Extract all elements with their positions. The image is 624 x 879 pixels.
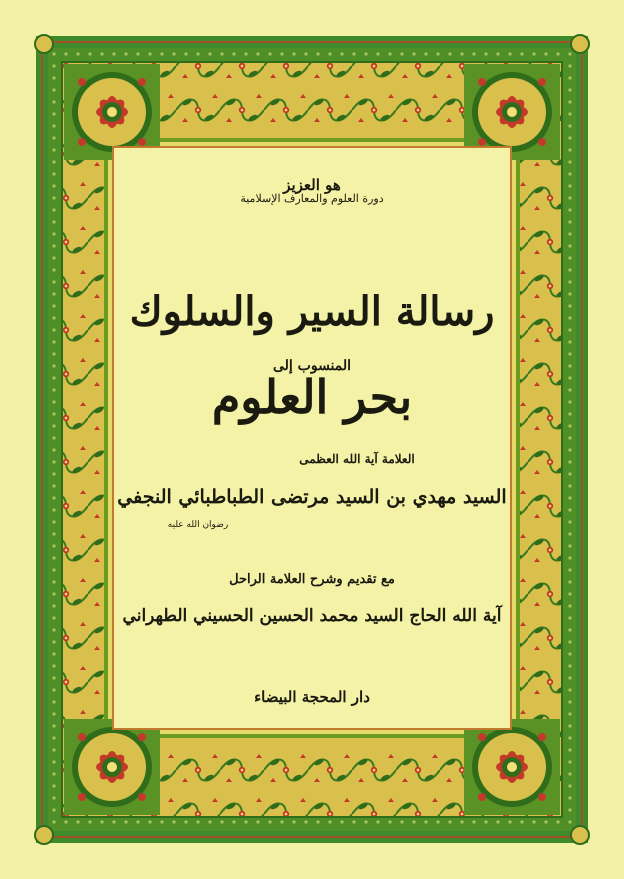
corner-rosette-icon (64, 719, 160, 815)
book-title: رسالة السير والسلوك (129, 288, 495, 335)
honorific: العلامة آية الله العظمى (299, 452, 415, 466)
publisher-name: دار المحجة البيضاء (254, 688, 370, 706)
corner-rosette-icon (464, 719, 560, 815)
title-panel (112, 146, 512, 730)
commentator-name: آية الله الحاج السيد محمد الحسين الحسيني الطهراني (122, 606, 502, 626)
attribution-label: المنسوب إلى (272, 358, 352, 374)
introduction-label: مع تقديم وشرح العلامة الراحل (229, 572, 395, 587)
author-title: بحر العلوم (211, 370, 413, 424)
series-label: دورة العلوم والمعارف الإسلامية (240, 192, 384, 205)
motto: هو العزيز (283, 176, 341, 194)
author-full-name: السيد مهدي بن السيد مرتضى الطباطبائي النجفي (117, 486, 507, 508)
blessing: رضوان الله عليه (167, 520, 229, 530)
